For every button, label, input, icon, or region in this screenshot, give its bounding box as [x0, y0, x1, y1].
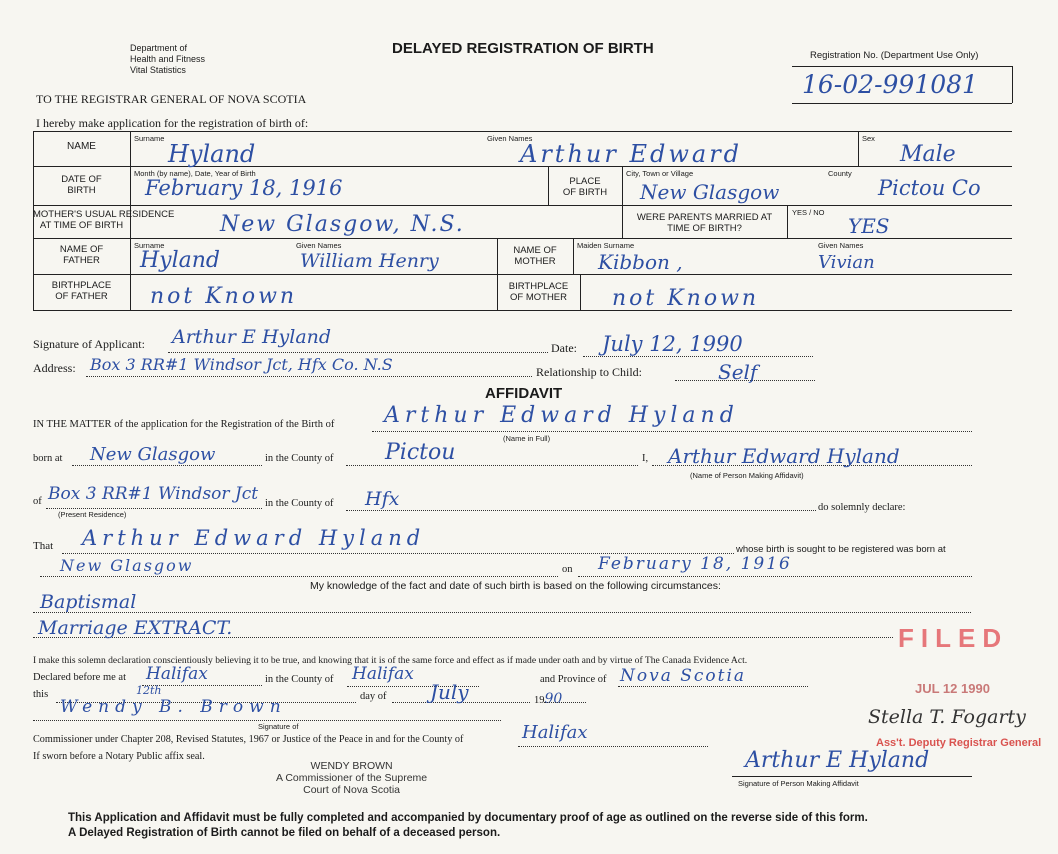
affiant-name-value: Arthur Edward Hyland — [668, 444, 900, 468]
county-of-label: in the County of — [265, 453, 334, 464]
registrar-signature: Stella T. Fogarty — [868, 706, 1026, 728]
residence-county-value: Hfx — [365, 488, 400, 510]
department-block — [130, 43, 205, 76]
born-place-value: New Glasgow — [60, 556, 194, 575]
that-value: Arthur Edward Hyland — [82, 526, 426, 550]
county-of-label-3: in the County of — [265, 674, 334, 685]
city-value: New Glasgow — [640, 180, 780, 204]
dob-label: DATE OF BIRTH — [61, 174, 102, 196]
year-label: 1990 — [534, 691, 563, 707]
day-of-label: day of — [360, 691, 387, 702]
month-value: July — [430, 680, 469, 704]
footer-line-2: A Delayed Registration of Birth cannot be filed on behalf of a deceased person. — [68, 827, 501, 839]
given-names-value: Arthur Edward — [520, 140, 743, 168]
father-name-label: NAME OF FATHER — [59, 244, 104, 266]
footer-line-1: This Application and Affidavit must be fully completed and accompanied by documentary proof of age as outlined on the reverse side of this form. — [68, 812, 868, 824]
knowledge-text: My knowledge of the fact and date of such birth is based on the following circumstances: — [310, 580, 721, 592]
circumstance-2: Marriage EXTRACT. — [38, 617, 233, 639]
mother-given-value: Vivian — [818, 252, 875, 273]
province-label: and Province of — [540, 674, 607, 685]
dept-line-2: Health and Fitness — [130, 54, 206, 64]
sex-value: Male — [900, 142, 956, 167]
this-label: this — [33, 689, 49, 700]
i-label: I, — [642, 453, 649, 464]
given-names-caption: Given Names — [487, 134, 533, 143]
that-label: That — [33, 540, 54, 552]
affiant-signature: Arthur E Hyland — [745, 748, 930, 773]
affiant-name-caption: (Name of Person Making Affidavit) — [690, 471, 804, 480]
commissioner-signature-caption: Signature of — [258, 722, 299, 731]
registrar-title: Ass't. Deputy Registrar General — [876, 737, 1042, 749]
surname-caption: Surname — [134, 134, 165, 143]
dept-line-1: Department of — [130, 43, 188, 53]
yes-no-caption: YES / NO — [792, 208, 825, 217]
relationship-value: Self — [718, 360, 758, 384]
matter-text: of the application for the Registration of the Birth of — [114, 419, 335, 430]
sex-caption: Sex — [862, 134, 875, 143]
affidavit-heading: AFFIDAVIT — [485, 385, 563, 402]
province-value: Nova Scotia — [620, 666, 747, 686]
maiden-surname-value: Kibbon , — [598, 250, 683, 274]
year-value: 90 — [544, 691, 563, 707]
father-surname-value: Hyland — [140, 248, 221, 273]
county-of-label-2: in the County of — [265, 498, 334, 509]
born-county-value: Pictou — [385, 440, 456, 465]
father-given-value: William Henry — [300, 250, 439, 272]
father-surname-caption: Surname — [134, 241, 165, 250]
date-label: Date: — [551, 341, 577, 355]
dob-caption: Month (by name), Date, Year of Birth — [134, 169, 256, 178]
place-of-birth-label: PLACE OF BIRTH — [562, 176, 608, 198]
solemnly-declare: do solemnly declare: — [818, 502, 906, 513]
county-value: Pictou Co — [878, 176, 981, 200]
county-caption: County — [828, 169, 852, 178]
relationship-label: Relationship to Child: — [536, 365, 643, 379]
filed-stamp: FILED — [898, 623, 1009, 653]
applicant-signature-label: Signature of Applicant: — [33, 337, 145, 351]
whose-birth-text: whose birth is sought to be registered was born at — [736, 544, 946, 555]
of-label: of — [33, 496, 42, 507]
on-label: on — [562, 564, 573, 575]
residence-value: Box 3 RR#1 Windsor Jct — [48, 484, 259, 504]
dob-value: February 18, 1916 — [145, 176, 343, 200]
city-caption: City, Town or Village — [626, 169, 694, 178]
declared-label: Declared before me at — [33, 672, 126, 683]
declaration-text: I make this solemn declaration conscientiously believing it to be true, and knowing that it is of the same force and effect as if made under oath and by virtue of The Canada Evidence Act. — [33, 655, 748, 666]
declared-value: Halifax — [146, 664, 208, 684]
intro-text: I hereby make application for the registration of birth of: — [36, 116, 309, 130]
registration-number-value: 16-02-991081 — [802, 70, 978, 99]
address-value: Box 3 RR#1 Windsor Jct, Hfx Co. N.S — [90, 355, 393, 374]
date-value: July 12, 1990 — [602, 332, 743, 356]
commissioner-text: Commissioner under Chapter 208, Revised Statutes, 1967 or Justice of the Peace in and for the County of — [33, 734, 464, 745]
day-value: 12th — [136, 684, 162, 697]
father-birthplace-value: not Known — [150, 284, 298, 309]
father-birthplace-label: BIRTHPLACE OF FATHER — [51, 280, 112, 302]
commissioner-county-value: Halifax — [522, 722, 588, 743]
commissioner-stamp: WENDY BROWN A Commissioner of the Supreme Court of Nova Scotia — [276, 760, 428, 796]
name-label: NAME — [67, 141, 96, 152]
born-date-value: February 18, 1916 — [598, 554, 792, 574]
affiant-signature-caption: Signature of Person Making Affidavit — [738, 779, 859, 788]
surname-value: Hyland — [168, 140, 256, 168]
born-at-label: born at — [33, 453, 63, 464]
filed-date: JUL 12 1990 — [915, 681, 990, 696]
mother-birthplace-value: not Known — [612, 286, 760, 311]
parents-married-value: YES — [848, 214, 890, 238]
father-given-caption: Given Names — [296, 241, 342, 250]
matter-prefix: IN THE MATTER — [33, 419, 112, 430]
mother-birthplace-label: BIRTHPLACE OF MOTHER — [508, 281, 569, 303]
form-title: DELAYED REGISTRATION OF BIRTH — [392, 40, 654, 57]
declared-county-value: Halifax — [352, 664, 414, 684]
residence-caption: (Present Residence) — [58, 510, 127, 519]
name-in-full-caption: (Name in Full) — [503, 434, 551, 443]
notary-text: If sworn before a Notary Public affix seal. — [33, 751, 205, 762]
mother-residence-label: MOTHER'S USUAL RESIDENCE AT TIME OF BIRTH — [33, 209, 175, 231]
matter-line — [33, 419, 334, 430]
parents-married-label: WERE PARENTS MARRIED AT TIME OF BIRTH? — [636, 212, 773, 234]
commissioner-signature: Wendy B. Brown — [60, 697, 287, 717]
registration-number-label: Registration No. (Department Use Only) — [810, 50, 979, 61]
mother-given-caption: Given Names — [818, 241, 864, 250]
applicant-signature-value: Arthur E Hyland — [172, 326, 332, 348]
mother-residence-value: New Glasgow, N.S. — [220, 212, 465, 237]
mother-name-label: NAME OF MOTHER — [513, 245, 557, 267]
dept-line-3: Vital Statistics — [130, 65, 186, 75]
circumstance-1: Baptismal — [40, 591, 137, 613]
address-label: Address: — [33, 361, 76, 375]
born-at-value: New Glasgow — [90, 444, 216, 465]
to-registrar: TO THE REGISTRAR GENERAL OF NOVA SCOTIA — [36, 92, 307, 106]
maiden-surname-caption: Maiden Surname — [577, 241, 635, 250]
matter-value: Arthur Edward Hyland — [384, 403, 739, 428]
